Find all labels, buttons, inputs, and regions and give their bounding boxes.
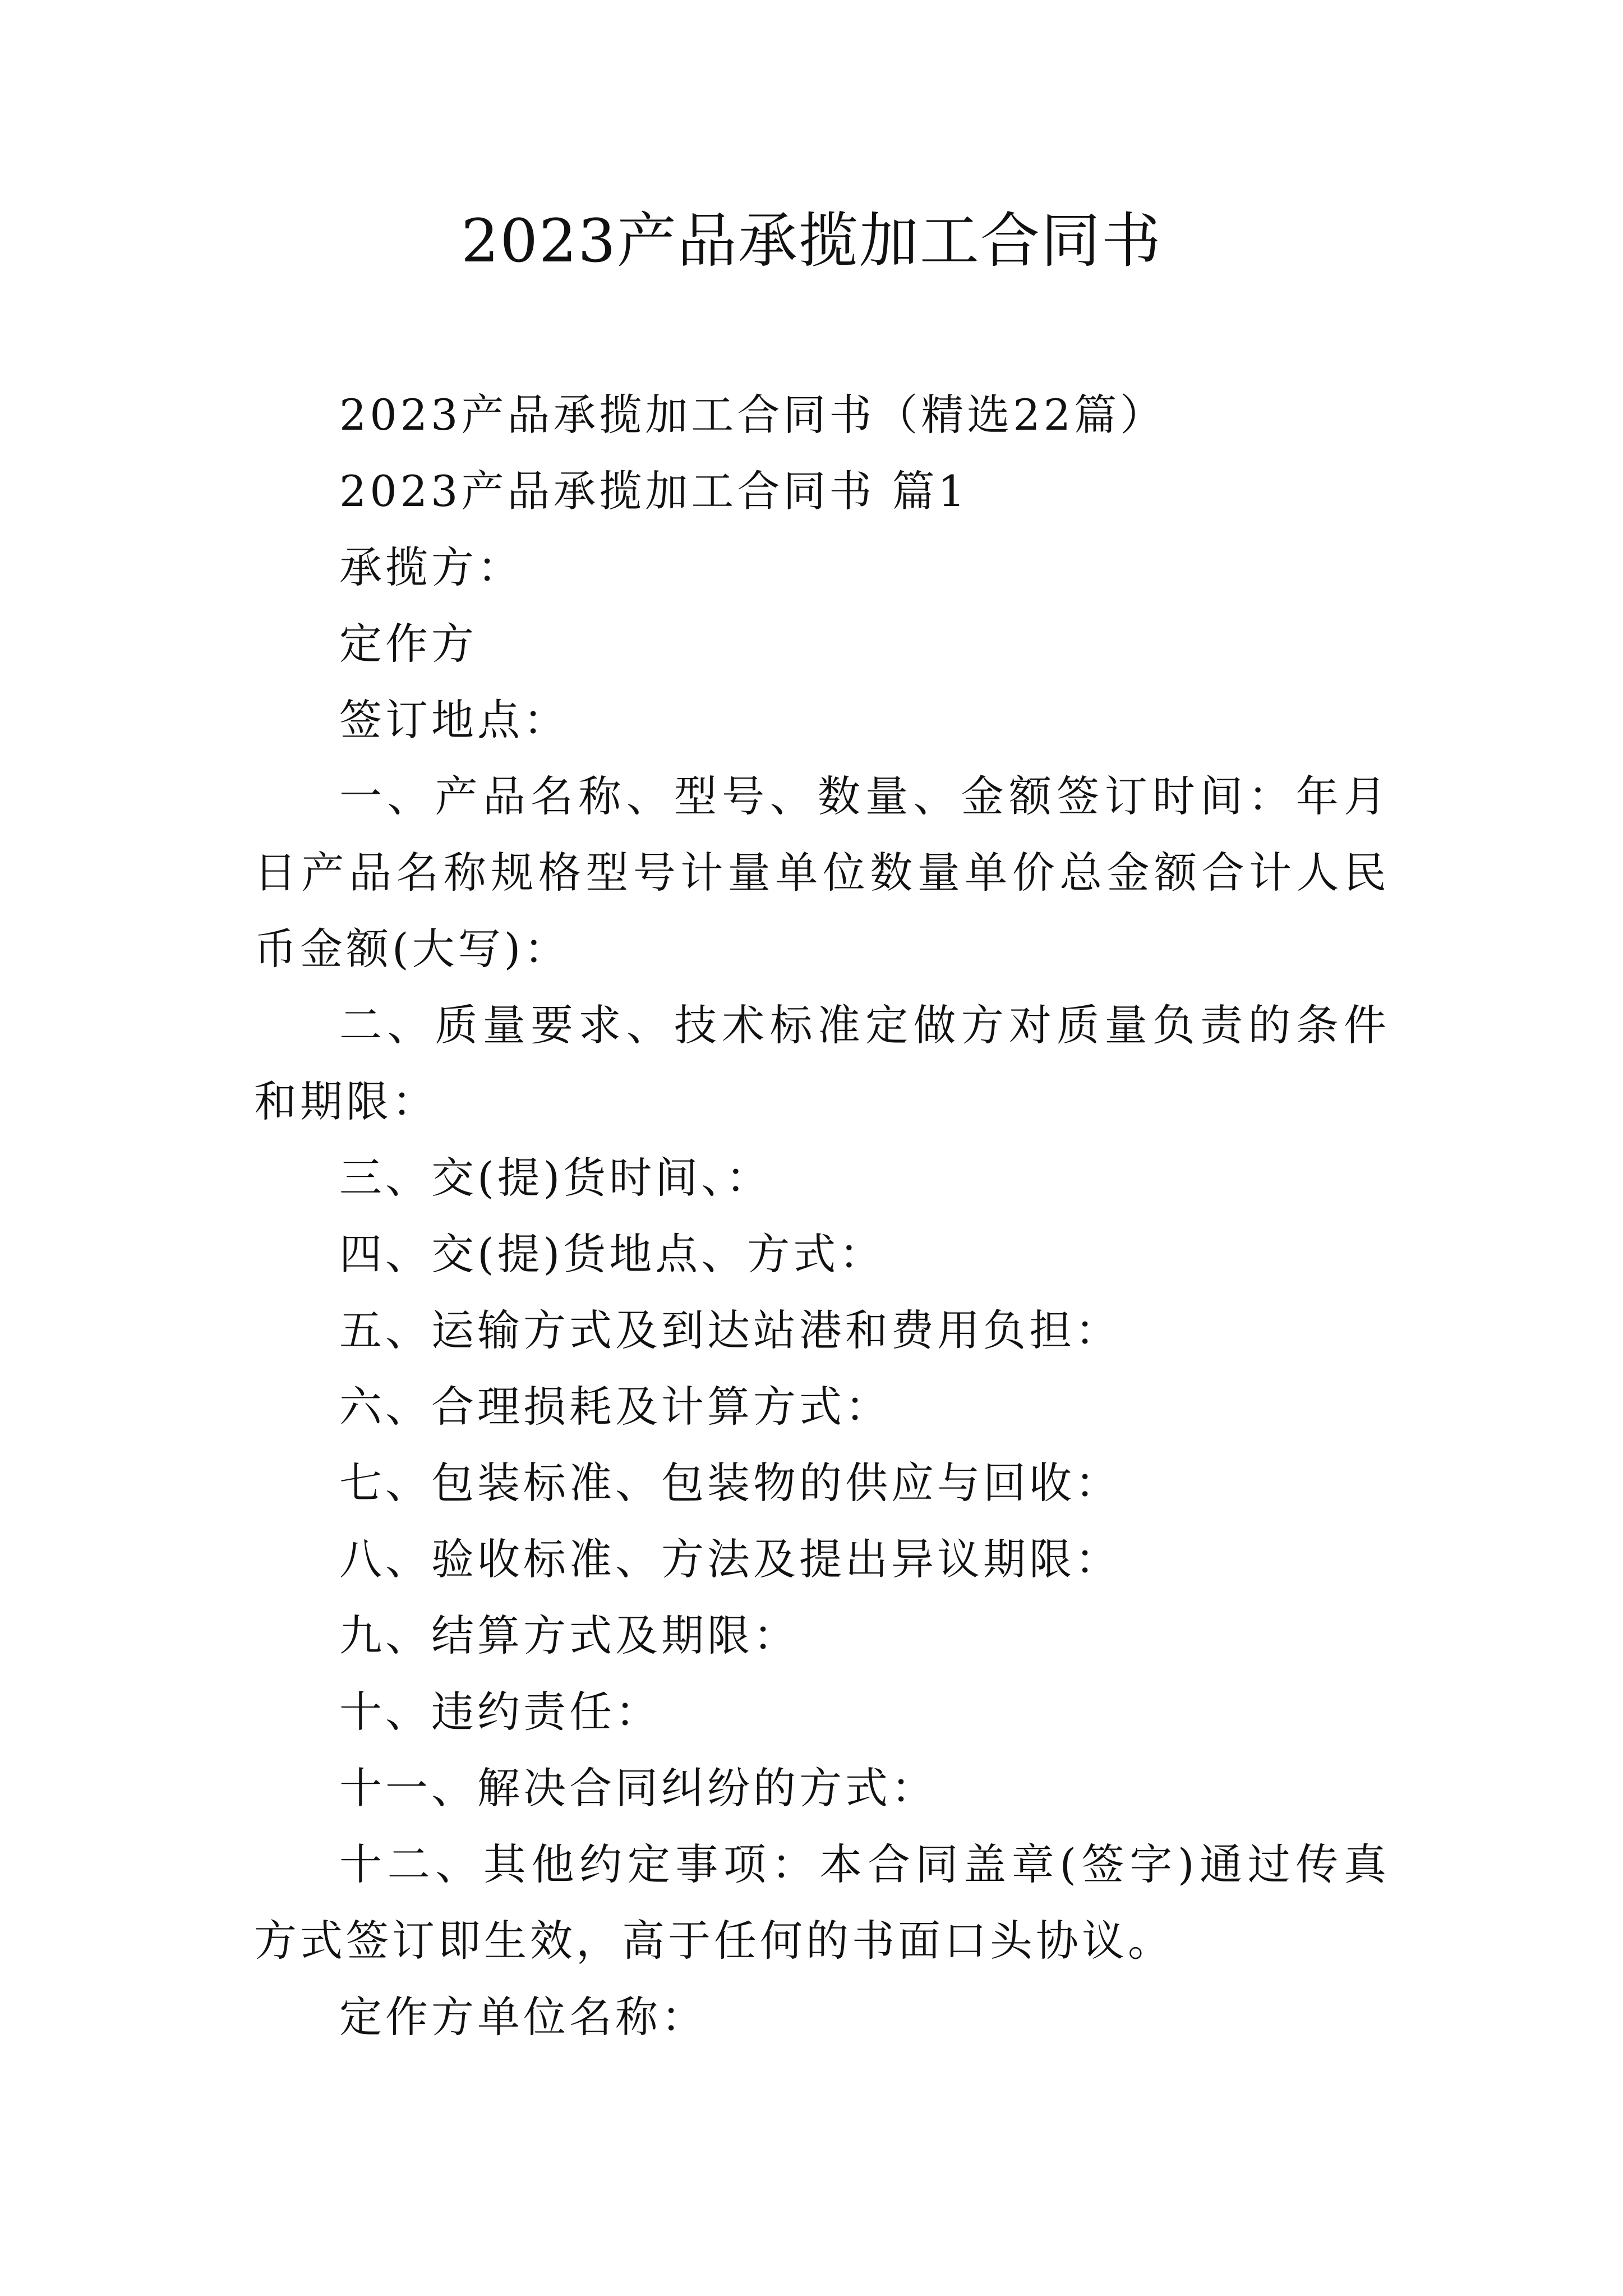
clause-10-liability: 十、违约责任： bbox=[339, 1687, 661, 1737]
document-title: 2023产品承揽加工合同书 bbox=[461, 206, 1162, 275]
paragraph-section-heading: 2023产品承揽加工合同书 篇1 bbox=[339, 466, 969, 516]
clause-3-delivery-time: 三、交(提)货时间、： bbox=[339, 1153, 772, 1203]
clause-11-disputes: 十一、解决合同纠纷的方式： bbox=[339, 1763, 937, 1813]
paragraph-signing-place: 签订地点： bbox=[339, 695, 569, 745]
clause-1-product: 一、产品名称、型号、数量、金额签订时间：年月日产品名称规格型号计量单位数量单价总金额合计人民币金额(大写)： bbox=[254, 771, 1390, 974]
paragraph-subtitle: 2023产品承揽加工合同书（精选22篇） bbox=[339, 390, 1166, 440]
clause-7-packaging: 七、包装标准、包装物的供应与回收： bbox=[339, 1458, 1121, 1508]
paragraph-ordering-unit-name: 定作方单位名称： bbox=[339, 1992, 707, 2042]
clause-2-quality: 二、质量要求、技术标准定做方对质量负责的条件和期限： bbox=[254, 1000, 1390, 1126]
clause-9-settlement: 九、结算方式及期限： bbox=[339, 1611, 799, 1660]
paragraph-ordering-party: 定作方 bbox=[339, 619, 477, 669]
clause-4-delivery-place: 四、交(提)货地点、方式： bbox=[339, 1229, 886, 1279]
clause-8-acceptance: 八、验收标准、方法及提出异议期限： bbox=[339, 1534, 1121, 1584]
paragraph-contractor: 承揽方： bbox=[339, 542, 523, 592]
clause-5-transport: 五、运输方式及到达站港和费用负担： bbox=[339, 1305, 1121, 1355]
clause-12-other: 十二、其他约定事项：本合同盖章(签字)通过传真方式签订即生效，高于任何的书面口头协议。 bbox=[254, 1839, 1390, 1966]
clause-6-loss: 六、合理损耗及计算方式： bbox=[339, 1382, 891, 1432]
document-body bbox=[254, 377, 1390, 2055]
